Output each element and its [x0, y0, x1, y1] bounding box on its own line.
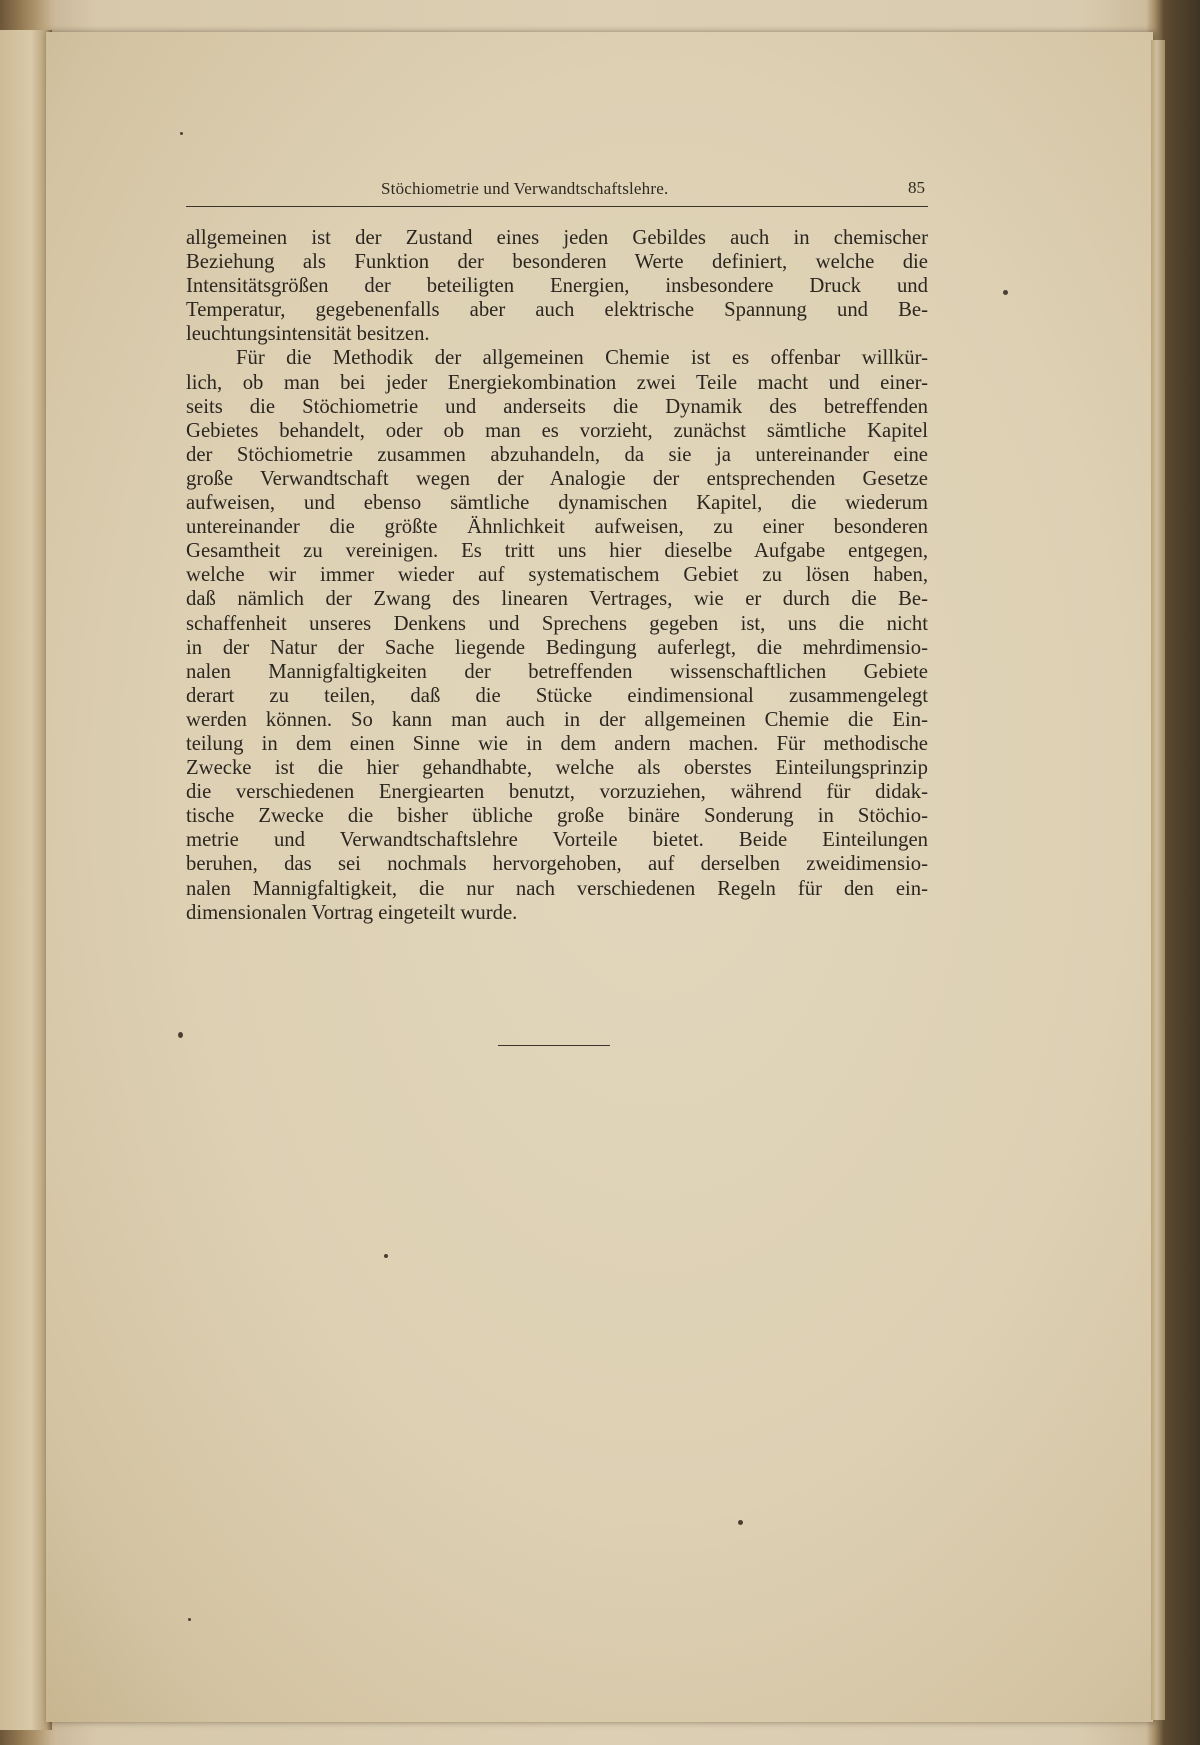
previous-page-edge [0, 30, 52, 1730]
paragraph-2 [186, 346, 928, 924]
text-line: schaffenheit unseres Denkens und Sprechens gegeben ist, uns die nicht [186, 612, 928, 635]
text-line: dimensionalen Vortrag eingeteilt wurde. [186, 901, 518, 924]
body-text [186, 226, 928, 925]
running-header [186, 178, 928, 208]
text-line: nalen Mannigfaltigkeiten der betreffenden wissenschaftlichen Gebiete [186, 660, 928, 683]
section-end-rule [498, 1045, 610, 1046]
text-line: tische Zwecke die bisher übliche große binäre Sonderung in Stöchio- [186, 805, 928, 828]
text-line: werden können. So kann man auch in der allgemeinen Chemie die Ein- [186, 708, 928, 731]
text-line: beruhen, das sei nochmals hervorgehoben, auf derselben zweidimensio- [186, 853, 928, 876]
paper-speck [738, 1520, 743, 1525]
text-line: leuchtungsintensität besitzen. [186, 323, 430, 346]
text-line: metrie und Verwandtschaftslehre Vorteile bietet. Beide Einteilungen [186, 829, 928, 852]
text-line: Zwecke ist die hier gehandhabte, welche als oberstes Einteilungsprinzip [186, 757, 928, 780]
text-line: Temperatur, gegebenenfalls aber auch elektrische Spannung und Be- [186, 299, 928, 322]
paper-speck [1003, 290, 1008, 295]
text-line: Gesamtheit zu vereinigen. Es tritt uns hier dieselbe Aufgabe entgegen, [186, 540, 928, 563]
paper-speck [178, 1032, 183, 1038]
text-line: die verschiedenen Energiearten benutzt, vorzuziehen, während für didak- [186, 781, 928, 804]
header-rule [186, 206, 928, 207]
text-line: Intensitätsgrößen der beteiligten Energien, insbesondere Druck und [186, 275, 928, 298]
text-line: Beziehung als Funktion der besonderen Werte definiert, welche die [186, 251, 928, 274]
text-line: aufweisen, und ebenso sämtliche dynamischen Kapitel, die wiederum [186, 492, 928, 515]
text-line: der Stöchiometrie zusammen abzuhandeln, da sie ja untereinander eine [186, 443, 928, 466]
text-line: in der Natur der Sache liegende Bedingung auferlegt, die mehrdimensio- [186, 636, 928, 659]
paper-speck [384, 1254, 388, 1258]
text-line: lich, ob man bei jeder Energiekombination zwei Teile macht und einer- [186, 371, 928, 394]
text-line: derart zu teilen, daß die Stücke eindimensional zusammengelegt [186, 684, 928, 707]
text-line: nalen Mannigfaltigkeit, die nur nach verschiedenen Regeln für den ein- [186, 877, 928, 900]
paragraph-1 [186, 226, 928, 346]
page-number: 85 [908, 178, 925, 197]
running-header-title: Stöchiometrie und Verwandtschaftslehre. [381, 179, 669, 198]
text-line: welche wir immer wieder auf systematischem Gebiet zu lösen haben, [186, 564, 928, 587]
paper-speck [188, 1618, 191, 1621]
text-line: teilung in dem einen Sinne wie in dem andern machen. Für methodische [186, 732, 928, 755]
page-stack-edge [1151, 40, 1165, 1720]
text-line: daß nämlich der Zwang des linearen Vertrages, wie er durch die Be- [186, 588, 928, 611]
text-line: seits die Stöchiometrie und anderseits die Dynamik des betreffenden [186, 395, 928, 418]
text-line: untereinander die größte Ähnlichkeit aufweisen, zu einer besonderen [186, 516, 928, 539]
text-line: Gebietes behandelt, oder ob man es vorzieht, zunächst sämtliche Kapitel [186, 419, 928, 442]
text-line: Für die Methodik der allgemeinen Chemie ist es offenbar willkür- [236, 347, 928, 370]
text-line: allgemeinen ist der Zustand eines jeden Gebildes auch in chemischer [186, 227, 928, 249]
text-line: große Verwandtschaft wegen der Analogie der entsprechenden Gesetze [186, 467, 928, 490]
paper-speck [180, 132, 183, 135]
